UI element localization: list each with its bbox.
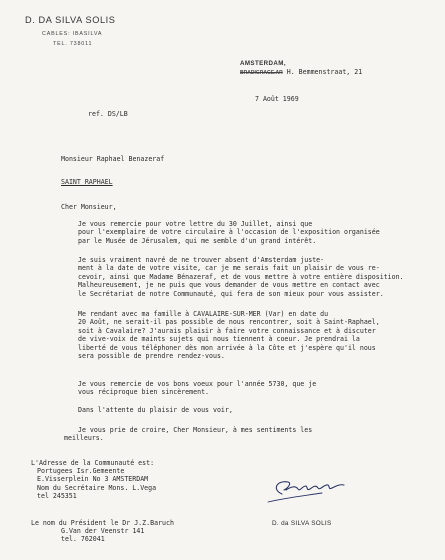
body-line: Je vous remercie de vos bons voeux pour l'année 5730, que je [78,380,317,388]
body-line: Je vous prie de croire, Cher Monsieur, à mes sentiments les [78,426,313,434]
body-line: Je vous remercie pour votre lettre du 30 Juillet, ainsi que [78,220,313,228]
recipient-name: Monsieur Raphael Benazeraf [61,155,165,163]
president-block [31,519,174,544]
body-line: meilleurs. [64,434,104,443]
body-paragraph-5 [78,406,428,414]
body-line: Malheureusement, je ne puis que vous demander de vous mettre en contact avec [78,281,380,290]
community-line: tel 245351 [37,491,77,500]
letterhead-tel: TEL. 738011 [53,41,93,47]
president-line: G.Van der Veenstr 141 [61,527,145,536]
community-address-block [31,459,156,500]
letterhead-cables: CABLES: IBASILVA [42,31,103,37]
sender-street-prefix: BRADIGRAGE.AR [240,70,283,76]
body-line: Dans l'attente du plaisir de vous voir, [78,406,233,414]
sender-street-line [240,68,362,77]
president-line: Le nom du Président le Dr J.Z.Baruch [31,519,174,527]
body-line: Me rendant avec ma famille à CAVALAIRE-SUR-MER (Var) en date du [78,310,329,318]
body-paragraph-6 [64,426,414,443]
body-paragraph-2 [78,256,428,298]
body-line: sera possible de prendre rendez-vous. [78,352,225,361]
community-line: Nom du Secrétaire Mons. L.Vega [37,483,157,492]
letter-date: 7 Août 1969 [255,95,299,103]
body-line: Je suis vraiment navré de ne trouver absent d'Amsterdam juste- [78,256,325,264]
salutation: Cher Monsieur, [61,203,117,211]
body-line: cevoir, ainsi que Madame Bénazeraf, et de vous mettre à votre entière disposition. [78,272,404,281]
body-line: pour l'exemplaire de votre circulaire à l'occasion de l'exposition organisée [78,228,380,237]
handwritten-signature [262,472,352,504]
body-paragraph-3 [78,310,428,360]
community-line: Portugees Isr.Gemeente [37,467,125,476]
sender-street: H. Bemmenstraat, 21 [286,68,363,76]
body-line: de vive-voix de maints sujets qui nous tiennent à coeur. Je prendrai la [78,335,360,344]
body-line: vous réciproque bien sincèrement. [78,388,210,397]
body-line: 20 Août, ne serait-il pas possible de nous rencontrer, soit à Saint-Raphael, [78,318,380,327]
signature-name: D. da SILVA SOLIS [272,520,332,527]
letterhead-name: D. DA SILVA SOLIS [25,15,116,25]
president-line: tel. 762041 [61,535,105,544]
recipient-city: SAINT RAPHAEL [61,178,113,186]
community-line: L'Adresse de la Communauté est: [31,459,155,467]
body-paragraph-1 [78,220,428,245]
body-line: par le Musée de Jérusalem, qui me semble d'un grand intérêt. [78,236,317,245]
body-line: le Secrétariat de notre Communauté, qui fera de son mieux pour vous assister. [78,289,384,298]
reference: ref. DS/LB [88,110,128,118]
body-paragraph-4 [78,380,428,397]
body-line: soit à Cavalaire? J'aurais plaisir à faire votre connaissance et à discuter [78,326,376,335]
sender-city: AMSTERDAM, [240,60,286,67]
body-line: ment à la date de votre visite, car je me serais fait un plaisir de vous re- [78,264,380,273]
community-line: E.Visserplein No 3 AMSTERDAM [37,475,149,484]
body-line: liberté de vous téléphoner dès mon arrivée à la Côte et j'espère qu'il nous [78,343,376,352]
